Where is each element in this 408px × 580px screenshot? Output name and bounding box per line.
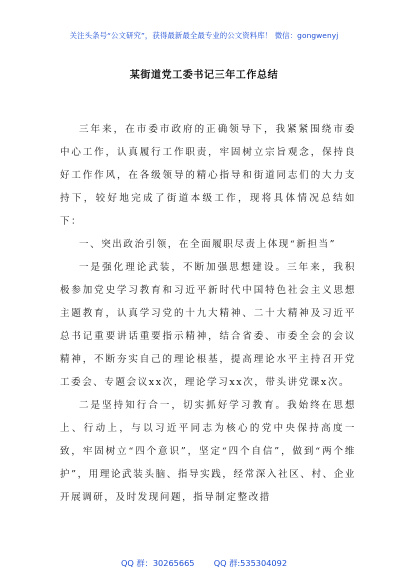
intro-paragraph: 三年来，在市委市政府的正确领导下，我紧紧围绕市委中心工作，认真履行工作职责，牢固树立宗旨观念，保持良好工作作风，在各级领导的精心指导和街道同志们的大力支持下，较好地完成了街道本级工作，现将具体情况总结如下： [60,124,356,227]
document-body [60,118,356,509]
header-promo-text: 关注头条号“公文研究”，获得最新最全最专业的公文资料库！ 微信：gongwenyj [69,31,339,40]
body-paragraph-theory: 一是强化理论武装，不断加强思想建设。三年来，我积极参加党史学习教育和习近平新时代中国特色社会主义思想主题教育，认真学习党的十九大精神、二十大精神及习近平总书记重要讲话重要指示精神，结合省委、市委全会的会议精神，不断夯实自己的理论根基，提高理论水平主持召开党工委会、专题会议xx次，理论学习xx次，带头讲党课x次。 [60,262,356,388]
document-title: 某街道党工委书记三年工作总结 [129,70,279,81]
footer-contact [0,558,408,569]
body-paragraph-practice: 二是坚持知行合一，切实抓好学习教育。我始终在思想上、行动上，与以习近平同志为核心的党中央保持高度一致，牢固树立“四个意识”，坚定“四个自信”，做到“两个维护”，用理论武装头脑、指导实践，经常深入社区、村、企业开展调研，及时发现问题，指导制定整改措 [60,400,356,503]
qq-group-2: QQ 群:535304092 [213,558,288,568]
qq-group-1: QQ 群：30265665 [120,558,195,568]
section-heading-paragraph: 一、突出政治引领，在全面履职尽责上体现“新担当” [79,239,337,250]
